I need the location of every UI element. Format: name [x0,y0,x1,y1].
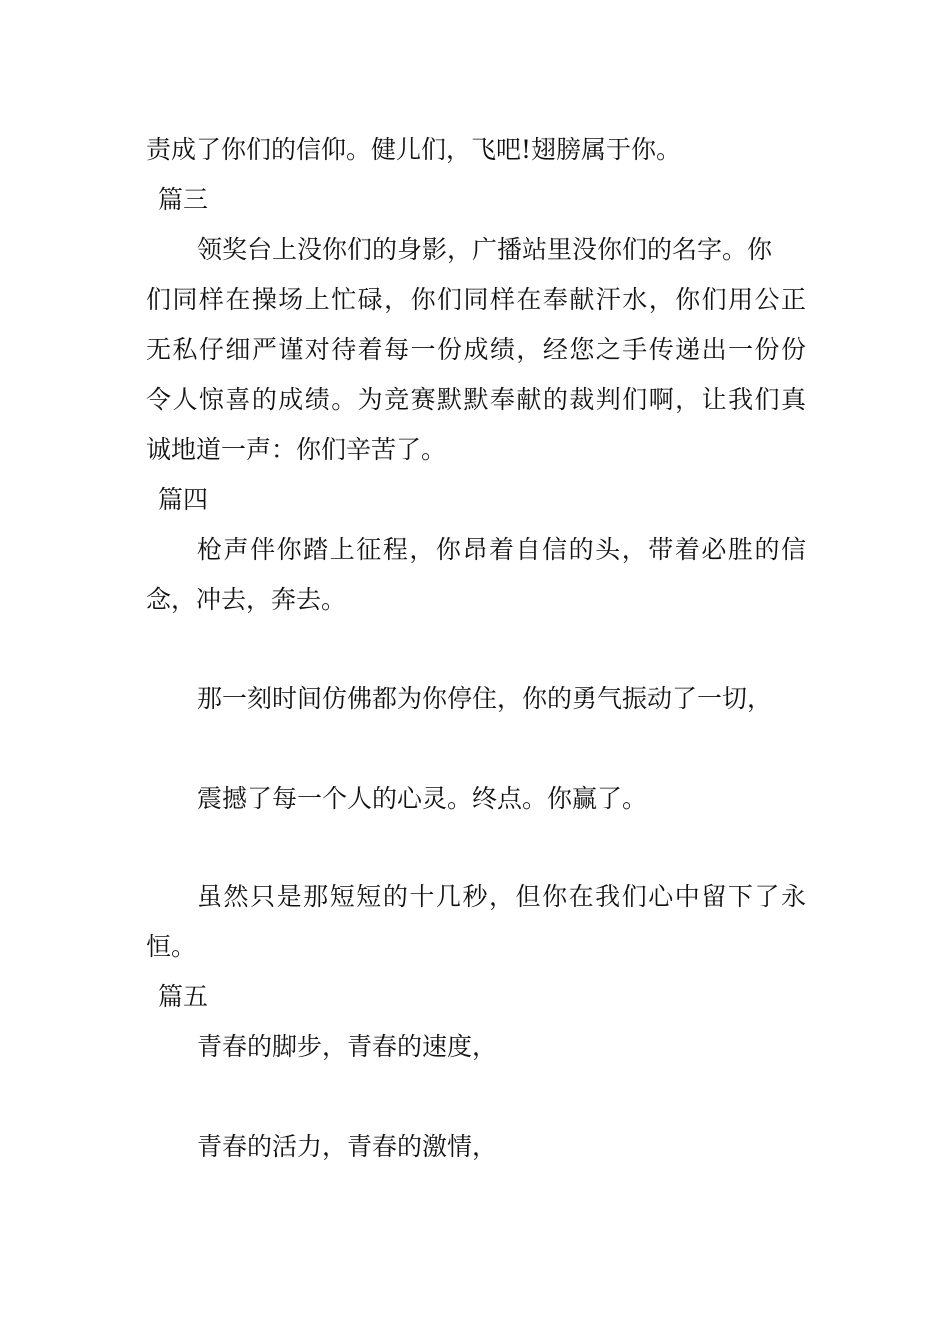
text-line: 诚地道一声：你们辛苦了。 [146,435,447,464]
text-line: 震撼了每一个人的心灵。终点。你赢了。 [197,784,648,813]
text-line: 那一刻时间仿佛都为你停住，你的勇气振动了一切， [197,684,773,713]
text-line: 无私仔细严谨对待着每一份成绩，经您之手传递出一份份 [146,335,806,364]
text-line: 枪声伴你踏上征程，你昂着自信的头，带着必胜的信 [197,535,806,564]
section-heading: 篇四 [158,485,209,514]
text-line: 领奖台上没你们的身影，广播站里没你们的名字。你 [197,235,773,264]
section-heading: 篇三 [158,185,209,214]
section-heading: 篇五 [158,982,209,1011]
text-line: 令人惊喜的成绩。为竞赛默默奉献的裁判们啊，让我们真 [146,385,806,414]
text-line: 青春的脚步，青春的速度， [197,1032,498,1061]
text-line: 恒。 [146,932,197,961]
text-line: 们同样在操场上忙碌，你们同样在奉献汗水，你们用公正 [146,285,806,314]
text-line: 责成了你们的信仰。健儿们，飞吧!翅膀属于你。 [146,135,682,164]
text-line: 青春的活力，青春的激情， [197,1132,498,1161]
text-line: 念，冲去，奔去。 [146,585,347,614]
text-line: 虽然只是那短短的十几秒，但你在我们心中留下了永 [197,882,806,911]
